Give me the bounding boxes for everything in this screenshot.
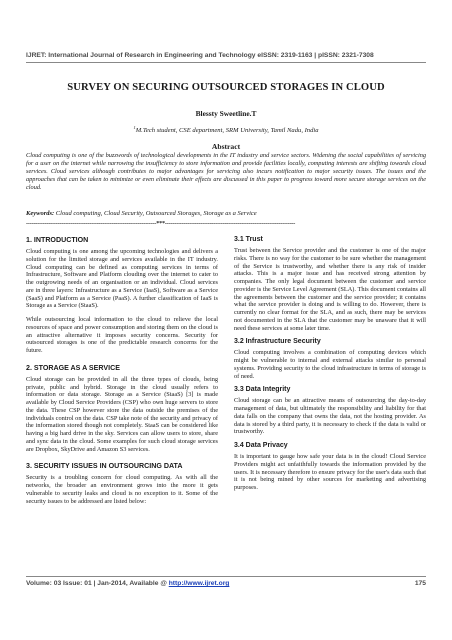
- paper-title: SURVEY ON SECURING OUTSOURCED STORAGES IN CLOUD: [67, 82, 385, 93]
- footer-volume: [26, 580, 229, 587]
- affiliation-text: M.Tech student, CSE department, SRM University, Tamil Nadu, India: [135, 127, 319, 135]
- section-divider: ----------------------------------------------------------------------***----------------------------------------------------------------------: [26, 220, 296, 227]
- paragraph: Security is a troubling concern for cloud computing. As with all the networks, the broader an environment grows into the more it gets vulnerable to security leaks and cloud is no exception to it. Some of the security issues to be addressed are listed below:: [26, 474, 218, 505]
- journal-header-text: IJRET: International Journal of Research in Engineering and Technology eISSN: 2319-1163 | pISSN: 2321-7308: [26, 52, 374, 59]
- page-number: 175: [414, 580, 426, 587]
- journal-website-link[interactable]: http://www.ijret.org: [168, 580, 230, 587]
- paragraph: Cloud computing is one among the upcoming technologies and delivers a solution for the limited storage and services available in the IT industry. Cloud computing can be defined as computing services in terms of Infrastructure, Software and Platform clouding over the internet to cater to the outgrowing needs of an organisation or an individual. Cloud services are in three layers: Infrastructure as a Service (IaaS), Software as a Service (SaaS) and Platform as a Service (PaaS). A further classification of IaaS is Storage as a Service (StaaS).: [26, 248, 218, 310]
- abstract-heading: Abstract: [211, 142, 241, 151]
- keywords-line: [26, 210, 426, 217]
- affiliation-superscript: 1: [133, 125, 136, 130]
- paragraph: Trust between the Service provider and the customer is one of the major risks. There is no way for the customer to be sure whether the management of the Service is trustworthy, and whether there is any risk of insider attacks. This is a major issue and has received strong attention by companies. The only legal document between the customer and service provider is the Service Level Agreement (SLA). This document contains all the agreements between the customer and the service provider; it contains what the service provider is doing and is willing to do. However, there is currently no clear format for the SLA, and as such, there may be services not documented in the SLA that the customer may be unaware that it will need these services at some later time.: [234, 247, 426, 332]
- keywords-text: Cloud computing, Cloud Security, Outsourced Storages, Storage as a Service: [54, 210, 257, 217]
- keywords-label: Keywords:: [26, 210, 55, 217]
- author-name: Blessty Sweetline.T: [195, 109, 257, 118]
- abstract-body: Cloud computing is one of the buzzwords of technological developments in the IT industry and service sectors. Widening the social capabilities of servicing for a user on the internet while narrowing the insufficiency to store information and provide facilities locally, computing interests are shifting towards cloud services. Cloud services although contributes to major advantages for servicing also incurs notification to major security issues. The issues and the approaches that can be taken to minimize or even eliminate their effects are discussed in this paper to progress toward more secure storage services on the cloud.: [26, 152, 426, 191]
- paragraph: While outsourcing local information to the cloud to relieve the local resources of space and power consumption and storing them on the cloud is an attractive alternative it imposes security concerns. Security for outsourced storages is one of the predictable research concerns for the future.: [26, 316, 218, 354]
- subsection-heading-infrastructure-security: 3.2 Infrastructure Security: [234, 338, 321, 346]
- page-footer: [26, 576, 426, 587]
- paragraph: Cloud storage can be provided in all the three types of clouds, being private, public and hybrid. Storage in the cloud usually refers to information or data storage. Storage as a Service (StaaS) [3] is made available by Cloud Service Providers (CSP) who own huge servers to store the data. These CSP however store the data outside the premises of the individuals control on the data. CSP take note of the security and privacy of the information stored though not completely. StaaS can be considered like having a big hard drive in the sky. Services can allow users to store, share and sync data in the cloud. Some examples for such cloud storage services are Dropbox, SkyDrive and Amazon S3 services.: [26, 375, 218, 453]
- subsection-heading-data-privacy: 3.4 Data Privacy: [234, 442, 288, 449]
- footer-volume-text: Volume: 03 Issue: 01 | Jan-2014, Available @: [26, 580, 169, 587]
- paragraph: Cloud computing involves a combination of computing devices which might be vulnerable to internal and external attacks similar to personal systems. Providing security to the cloud infrastructure in terms of storage is of need.: [234, 349, 426, 380]
- section-heading-introduction: 1. INTRODUCTION: [26, 236, 89, 244]
- subsection-heading-trust: 3.1 Trust: [234, 236, 263, 243]
- section-heading-security-issues: 3. SECURITY ISSUES IN OUTSOURCING DATA: [26, 462, 183, 471]
- section-heading-storage-as-a-service: 2. STORAGE AS A SERVICE: [26, 363, 120, 372]
- left-column: [26, 236, 218, 511]
- paragraph: Cloud storage can be an attractive means of outsourcing the day-to-day management of data, but ultimately the responsibility and liability for that data falls on the company that owns the data, not the hosting provider. As data is stored by a third party, it is necessary to check if the data is valid or trustworthy.: [234, 397, 426, 436]
- subsection-heading-data-integrity: 3.3 Data Integrity: [234, 386, 291, 394]
- paragraph: It is important to gauge how safe your data is in the cloud! Cloud Service Providers might act unfaithfully towards the information provided by the users. It is necessary therefore to ensure privacy for the user's data such that it is not being mined by other sources for marketing and advertising purposes.: [234, 453, 426, 491]
- right-column: [234, 236, 426, 498]
- author-affiliation: [20, 125, 432, 134]
- journal-header: [26, 52, 426, 63]
